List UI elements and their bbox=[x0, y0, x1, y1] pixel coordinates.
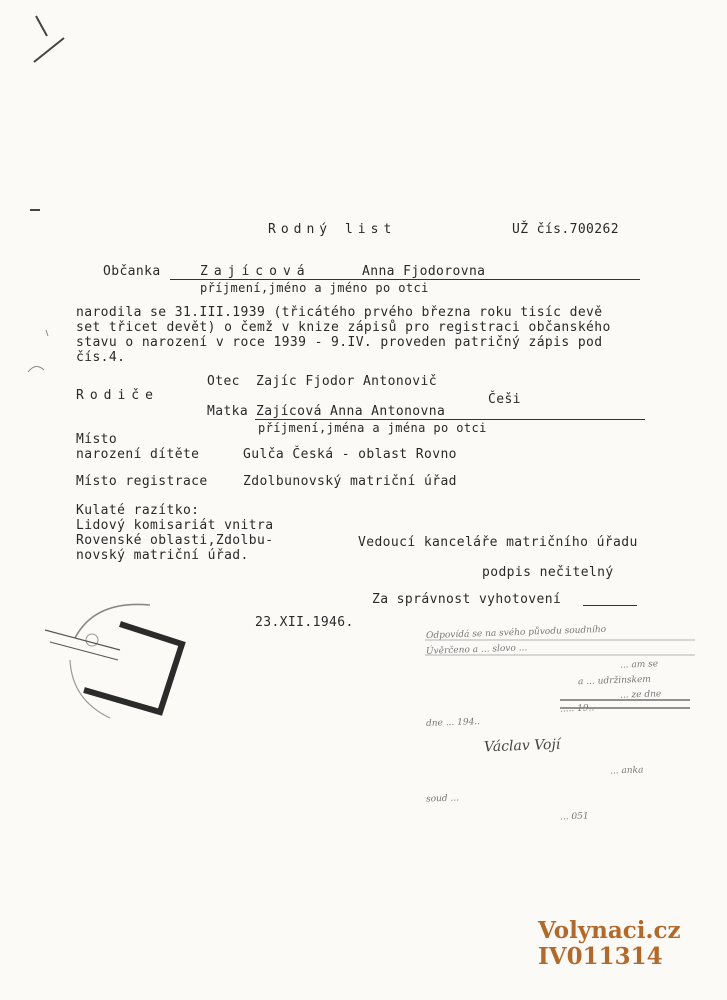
office-title: Vedoucí kanceláře matričního úřadu bbox=[358, 535, 638, 550]
father-label: Otec bbox=[207, 374, 240, 389]
accuracy-note: Za správnost vyhotovení bbox=[372, 592, 562, 607]
certification-stamp-line: ... anka bbox=[609, 765, 644, 777]
certification-stamp-line: ... am se bbox=[619, 659, 659, 671]
citizen-given-names: Anna Fjodorovna bbox=[362, 264, 486, 279]
certification-stamp-line: ... 051 bbox=[559, 811, 589, 823]
round-stamp-outline bbox=[70, 604, 150, 718]
parents-caption: příjmení,jména a jména po otci bbox=[258, 421, 487, 435]
handwritten-signature: Václav Vojí bbox=[483, 736, 561, 756]
citizen-underline bbox=[170, 279, 640, 280]
citizen-surname: Zajícová bbox=[200, 264, 311, 279]
parents-underline bbox=[255, 419, 645, 420]
stamp-note-line: novský matriční úřad. bbox=[76, 548, 249, 563]
mother-name: Zajícová Anna Antonovna bbox=[256, 404, 446, 419]
birthplace-label: Místo bbox=[76, 432, 118, 447]
certification-stamp-line: Odpovídá se na svého původu soudního bbox=[425, 624, 607, 642]
registration-value: Zdolbunovský matriční úřad bbox=[243, 474, 457, 489]
birthplace-value: Gulča Česká - oblast Rovno bbox=[243, 447, 457, 462]
stamp-note-line: Lidový komisariát vnitra bbox=[76, 518, 274, 533]
father-name: Zajíc Fjodor Antonovič bbox=[256, 374, 437, 389]
certification-stamp-line: ... ze dne bbox=[619, 689, 662, 701]
birth-text-line: čís.4. bbox=[76, 350, 126, 365]
certification-stamp-line: a ... udržinskem bbox=[577, 674, 652, 688]
stamp-frame-mark bbox=[45, 624, 182, 712]
accuracy-underline bbox=[583, 605, 637, 606]
certification-stamp-line: soud ... bbox=[425, 793, 460, 805]
registration-label: Místo registrace bbox=[76, 474, 208, 489]
signature-note: podpis nečitelný bbox=[482, 565, 614, 580]
certification-stamp-line: dne ... 194.. bbox=[425, 717, 481, 729]
watermark-id: IV011314 bbox=[538, 943, 663, 970]
issue-date: 23.XII.1946. bbox=[255, 615, 354, 630]
birth-text-line: set třicet devět) o čemž v knize zápisů pro registraci občanského bbox=[76, 320, 611, 335]
citizen-caption: příjmení,jméno a jméno po otci bbox=[200, 281, 429, 295]
certification-stamp-line: Úvěrčeno a ... slovo ... bbox=[425, 643, 528, 657]
document-number: UŽ čís.700262 bbox=[512, 222, 619, 237]
document-title: Rodný list bbox=[268, 222, 397, 237]
mother-label: Matka bbox=[207, 404, 249, 419]
birthplace-label-2: narození dítěte bbox=[76, 447, 200, 462]
birth-text-line: stavu o narození v roce 1939 - 9.IV. proveden patričný zápis pod bbox=[76, 335, 603, 350]
stamp-note-line: Rovenské oblasti,Zdolbu- bbox=[76, 533, 274, 548]
nationality: Češi bbox=[488, 392, 521, 407]
watermark-site: Volynaci.cz bbox=[538, 917, 681, 944]
corner-hole-marks bbox=[30, 16, 64, 210]
parents-label: Rodiče bbox=[76, 388, 159, 403]
birth-text-line: narodila se 31.III.1939 (třicátého prvého března roku tisíc devě bbox=[76, 305, 603, 320]
citizen-label: Občanka bbox=[103, 264, 161, 279]
certification-stamp-line: ..... 19.. bbox=[559, 703, 595, 715]
stamp-note-line: Kulaté razítko: bbox=[76, 503, 200, 518]
margin-marks bbox=[28, 330, 48, 372]
